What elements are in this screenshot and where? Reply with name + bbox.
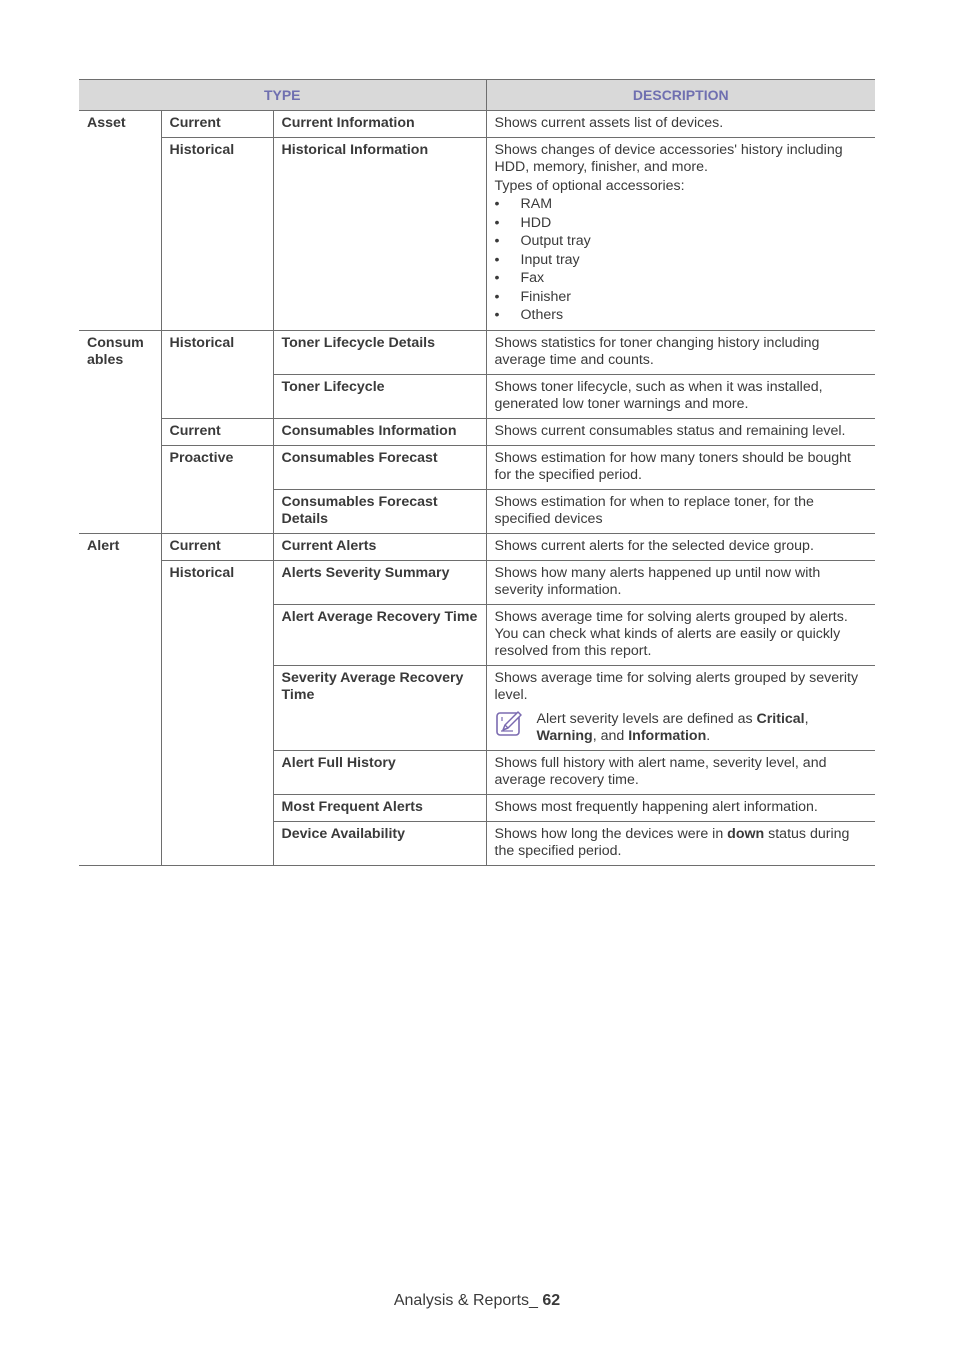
report-name: Current Alerts	[273, 533, 486, 560]
report-name: Alert Average Recovery Time	[273, 604, 486, 665]
table-row	[79, 445, 875, 489]
report-description: Shows current assets list of devices.	[486, 111, 875, 138]
report-name: Toner Lifecycle	[273, 374, 486, 418]
list-item: • Output tray	[494, 233, 591, 249]
group-label: Consum ables	[79, 330, 161, 533]
period-label: Current	[161, 533, 273, 560]
report-description: Shows statistics for toner changing history including average time and counts.	[486, 330, 875, 374]
bullet-icon: •	[494, 270, 500, 286]
table-row	[79, 138, 875, 331]
report-name: Severity Average Recovery Time	[273, 665, 486, 750]
list-item: • RAM	[494, 196, 553, 212]
report-description: Shows how many alerts happened up until now with severity information.	[486, 560, 875, 604]
table-row	[79, 560, 875, 604]
list-item: • HDD	[494, 214, 552, 231]
report-description: Shows how long the devices were in down status during the specified period.	[486, 821, 875, 865]
group-label: Asset	[79, 111, 161, 331]
report-name: Consumables Forecast Details	[273, 489, 486, 533]
period-label: Current	[161, 111, 273, 138]
report-description: Shows full history with alert name, severity level, and average recovery time.	[486, 750, 875, 794]
bullet-icon: •	[494, 214, 500, 231]
type-header: TYPE	[79, 80, 486, 111]
footer-section-title: Analysis & Reports_	[393, 1292, 543, 1309]
report-description: Shows current consumables status and remaining level.	[486, 418, 875, 445]
report-description: Shows estimation for when to replace toner, for the specified devices	[486, 489, 875, 533]
table-row	[79, 533, 875, 560]
bullet-icon: •	[494, 196, 500, 212]
report-name: Most Frequent Alerts	[273, 794, 486, 821]
report-name: Historical Information	[273, 138, 486, 331]
table-row	[79, 418, 875, 445]
report-description: Shows average time for solving alerts grouped by severity level. Alert severity levels are defined as Critical, Warning, and Information.	[486, 665, 875, 750]
period-label: Historical	[161, 138, 273, 331]
report-description: Shows most frequently happening alert information.	[486, 794, 875, 821]
note-pencil-icon	[495, 709, 525, 739]
report-description: Shows changes of device accessories' history including HDD, memory, finisher, and more. Types of optional accessories: • RAM • HDD • Output tray • Input tray • Fax • Finisher • Others	[486, 138, 875, 331]
report-name: Alert Full History	[273, 750, 486, 794]
bullet-icon: •	[494, 251, 500, 268]
note-text: Alert severity levels are defined as Critical, Warning, and Information.	[536, 710, 809, 744]
bullet-icon: •	[494, 307, 500, 323]
list-item: • Input tray	[494, 251, 580, 268]
group-label: Alert	[79, 533, 161, 865]
period-label: Current	[161, 418, 273, 445]
report-description: Shows toner lifecycle, such as when it was installed, generated low toner warnings and more.	[486, 374, 875, 418]
report-name: Toner Lifecycle Details	[273, 330, 486, 374]
report-description: Shows average time for solving alerts grouped by alerts. You can check what kinds of alerts are easily or quickly resolved from this report.	[486, 604, 875, 665]
page-footer	[0, 1292, 954, 1310]
table-header-row	[79, 80, 875, 111]
period-label: Historical	[161, 560, 273, 865]
accessory-list	[495, 195, 868, 325]
report-description: Shows current alerts for the selected device group.	[486, 533, 875, 560]
period-label: Historical	[161, 330, 273, 418]
description-header: DESCRIPTION	[486, 80, 875, 111]
table-row	[79, 111, 875, 138]
period-label: Proactive	[161, 445, 273, 533]
report-name: Current Information	[273, 111, 486, 138]
table-row	[79, 330, 875, 374]
page-number: 62	[542, 1292, 561, 1309]
report-name: Device Availability	[273, 821, 486, 865]
report-name: Consumables Forecast	[273, 445, 486, 489]
list-item: • Others	[494, 307, 564, 323]
report-name: Consumables Information	[273, 418, 486, 445]
report-name: Alerts Severity Summary	[273, 560, 486, 604]
report-description: Shows estimation for how many toners should be bought for the specified period.	[486, 445, 875, 489]
list-item: • Finisher	[494, 288, 571, 305]
note-callout	[495, 711, 868, 745]
list-item: • Fax	[494, 270, 545, 286]
bullet-icon: •	[494, 233, 500, 249]
report-types-table	[79, 79, 875, 866]
bullet-icon: •	[494, 288, 500, 305]
